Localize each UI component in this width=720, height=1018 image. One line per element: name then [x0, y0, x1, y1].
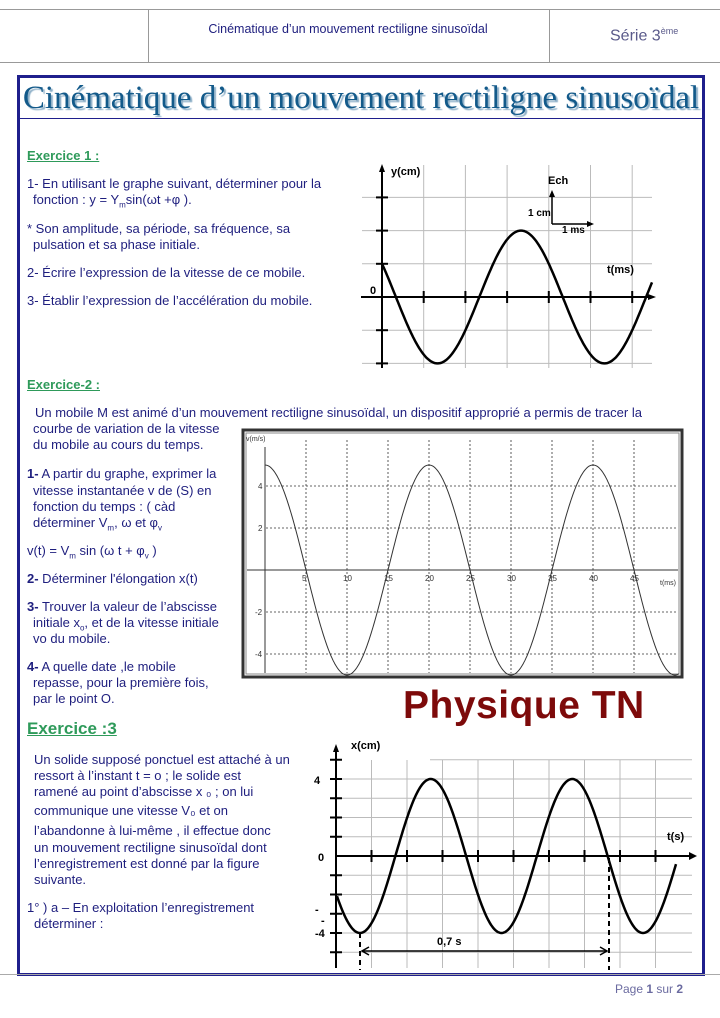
footer-divider — [0, 974, 720, 975]
ex1-text: 3- Établir l’expression de l’accélération du mobile. — [27, 293, 313, 308]
exercise-1-title: Exercice 1 : — [27, 148, 100, 163]
ex3-text: Un solide supposé ponctuel est attaché à un — [34, 752, 290, 767]
ex1-text: 1- En utilisant le graphe suivant, déterminer pour la — [27, 176, 322, 191]
x-tick-label: 5 — [302, 574, 307, 583]
ex2-formula: $v(t) = V_m$ sin (ω $t + \varphi_v$ ) — [27, 543, 157, 561]
y-tick-dash: - — [315, 904, 319, 916]
ex2-q3: 3- Trouver la valeur de l’abscisse — [27, 599, 218, 614]
y-tick-4: 4 — [314, 775, 321, 787]
ex1-text: fonction : $y = Y_m\sin(\omega t +\varphi$ ). — [33, 192, 192, 210]
axis-label-x: x(cm) — [351, 740, 381, 752]
ex2-q4: par le point O. — [33, 691, 115, 706]
ex3-question: 1° ) a – En exploitation l’enregistrement — [27, 900, 255, 915]
scale-x-label: 1 ms — [562, 225, 585, 236]
ex2-q3: initiale $x_o$, et de la vitesse initiale — [33, 615, 219, 633]
scale-title: Ech — [548, 175, 569, 187]
exercise-2-title: Exercice-2 : — [27, 377, 100, 392]
ex3-question: déterminer : — [34, 916, 104, 931]
exercise-3-title: Exercice :3 — [27, 719, 117, 738]
ex2-q3: vo du mobile. — [33, 631, 111, 646]
ex3-text: ressort à l’instant t = o ; le solide est — [34, 768, 242, 783]
ex2-intro: courbe de variation de la vitesse — [33, 421, 220, 436]
ex2-q1: 1- A partir du graphe, exprimer la — [27, 466, 217, 481]
axis-label-t: t(ms) — [607, 264, 634, 276]
scale-y-label: 1 cm — [528, 208, 551, 219]
main-title: Cinématique d’un mouvement rectiligne sinusoïdal — [22, 80, 700, 116]
ex2-q4: repasse, pour la première fois, — [33, 675, 209, 690]
x-tick-label: 10 — [343, 574, 352, 583]
axis-label-v: v(m/s) — [246, 436, 266, 443]
y-tick-minus4: -4 — [315, 928, 325, 940]
ex2-q1: vitesse instantanée v de (S) en — [33, 483, 212, 498]
ex2-intro: Un mobile M est animé d’un mouvement rectiligne sinusoïdal, un dispositif approprié a permis de tracer la — [35, 405, 642, 420]
ex2-q1: déterminer $V_m$, ω et $\varphi_v$ — [33, 515, 162, 533]
ex3-text: l’enregistrement est donné par la figure — [34, 856, 260, 871]
x-tick-label: 40 — [589, 574, 598, 583]
x-tick-label: 20 — [425, 574, 434, 583]
ex1-text: pulsation et sa phase initiale. — [33, 237, 200, 252]
ex2-q1: fonction du temps : ( càd — [33, 499, 176, 514]
ex2-q2: 2- Déterminer l'élongation x(t) — [27, 571, 198, 586]
ex1-text: * Son amplitude, sa période, sa fréquence, sa — [27, 221, 291, 236]
ex3-text: suivante. — [34, 872, 87, 887]
y-tick-label: 4 — [258, 482, 263, 491]
ex1-text: 2- Écrire l’expression de la vitesse de ce mobile. — [27, 265, 306, 280]
origin-label: 0 — [370, 285, 377, 297]
ex3-text: un mouvement rectiligne sinusoïdal dont — [34, 840, 267, 855]
x-tick-label: 30 — [507, 574, 516, 583]
header-serie: Série 3ème — [610, 26, 679, 45]
y-tick-label: -4 — [255, 650, 263, 659]
y-tick-label: -2 — [255, 608, 263, 617]
y-tick-label: 2 — [258, 524, 263, 533]
y-tick-0: 0 — [318, 852, 325, 864]
axis-label-y: y(cm) — [391, 166, 421, 178]
ex3-text: communique une vitesse V₀ et on — [34, 803, 229, 818]
x-tick-label: 25 — [466, 574, 475, 583]
interval-label: 0,7 s — [437, 936, 462, 948]
header-title: Cinématique d’un mouvement rectiligne sinusoïdal — [208, 22, 488, 36]
axis-label-t: t(ms) — [660, 580, 676, 587]
ex2-q4: 4- A quelle date ,le mobile — [27, 659, 176, 674]
brand-watermark: Physique TN — [403, 684, 645, 727]
page-number: Page 1 sur 2 — [615, 982, 684, 996]
x-tick-label: 35 — [548, 574, 557, 583]
ex3-text: ramené au point d’abscisse x ₀ ; on lui — [34, 784, 254, 799]
y-tick-dash: - — [321, 915, 325, 927]
x-tick-label: 45 — [630, 574, 639, 583]
ex3-text: l’abandonne à lui-même , il effectue donc — [34, 823, 271, 838]
axis-label-t: t(s) — [667, 831, 685, 843]
x-tick-label: 15 — [384, 574, 393, 583]
ex2-intro: du mobile au cours du temps. — [33, 437, 204, 452]
